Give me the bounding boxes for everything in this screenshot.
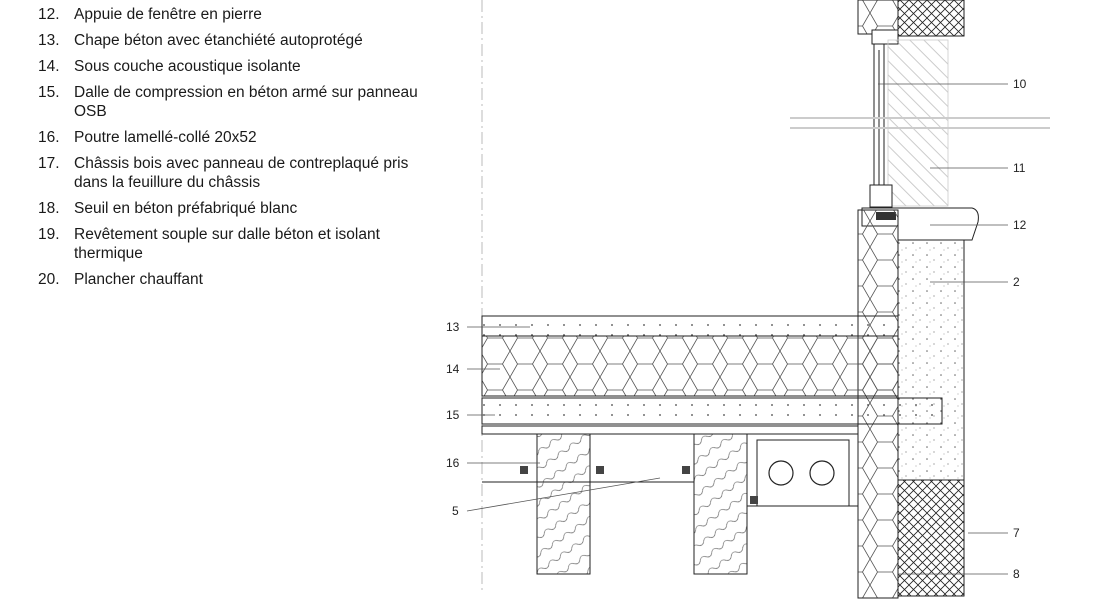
- beam-right: [694, 434, 747, 574]
- legend-number: 19.: [38, 226, 60, 243]
- legend-text: Sous couche acoustique isolante: [74, 58, 301, 75]
- acoustic-insulation-layer: [482, 336, 898, 396]
- screed-layer: [482, 316, 898, 336]
- legend-number: 18.: [38, 200, 60, 217]
- legend-number: 12.: [38, 6, 60, 23]
- callout-11: 11: [1013, 161, 1026, 175]
- legend-text: Poutre lamellé-collé 20x52: [74, 129, 257, 146]
- callout-15: 15: [446, 408, 460, 422]
- concrete-wall: [898, 240, 964, 480]
- legend-text: Châssis bois avec panneau de contreplaqué pris dans la feuillure du châssis: [74, 155, 409, 191]
- callout-14: 14: [446, 362, 460, 376]
- legend-number: 17.: [38, 155, 60, 172]
- callout-8: 8: [1013, 567, 1020, 581]
- bracket: [520, 466, 528, 474]
- legend-text: Appuie de fenêtre en pierre: [74, 6, 262, 23]
- callout-7: 7: [1013, 526, 1020, 540]
- lintel-block: [888, 40, 948, 206]
- callout-2: 2: [1013, 275, 1020, 289]
- callout-5: 5: [452, 504, 459, 518]
- legend-text: Plancher chauffant: [74, 271, 203, 288]
- callout-16: 16: [446, 456, 460, 470]
- upper-insulation: [858, 0, 898, 34]
- bracket: [750, 496, 758, 504]
- callout-12: 12: [1013, 218, 1027, 232]
- legend-number: 16.: [38, 129, 60, 146]
- bracket: [596, 466, 604, 474]
- compression-slab: [482, 398, 942, 424]
- legend-number: 13.: [38, 32, 60, 49]
- beam-left: [537, 434, 590, 574]
- legend-number: 15.: [38, 84, 60, 101]
- legend-text: Seuil en béton préfabriqué blanc: [74, 200, 298, 217]
- osb-panel: [482, 426, 858, 434]
- legend-number: 20.: [38, 271, 60, 288]
- legend-text: Dalle de compression en béton armé sur panneau OSB: [74, 84, 418, 120]
- upper-brick: [898, 0, 964, 36]
- pipe-icon: [810, 461, 834, 485]
- legend-number: 14.: [38, 58, 60, 75]
- bracket: [682, 466, 690, 474]
- pipe-icon: [769, 461, 793, 485]
- callout-10: 10: [1013, 77, 1027, 91]
- legend-text: Chape béton avec étanchiété autoprotégé: [74, 32, 363, 49]
- callout-13: 13: [446, 320, 460, 334]
- legend-text: Revêtement souple sur dalle béton et isolant thermique: [74, 226, 380, 262]
- window-frame-lower: [870, 185, 892, 207]
- lower-block-wall: [898, 480, 964, 596]
